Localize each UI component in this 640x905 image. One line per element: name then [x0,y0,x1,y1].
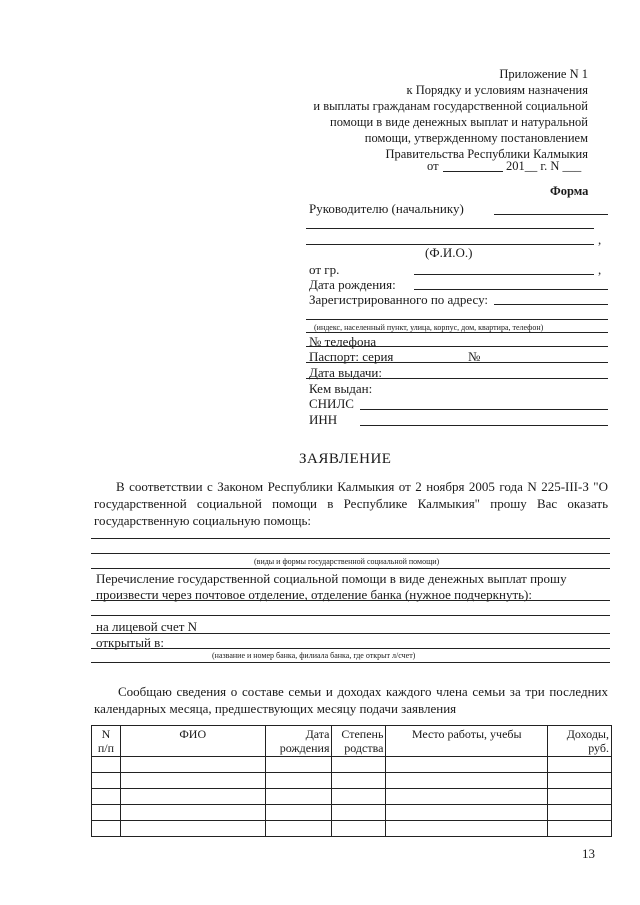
appendix-line: к Порядку и условиям назначения [406,83,588,97]
appendix-title: Приложение N 1 [499,67,588,81]
header-number: N п/п [92,726,121,757]
header-birth-date: Дата рождения [265,726,332,757]
transfer-text: Перечисление государственной социальной помощи в виде денежных выплат прошу [96,571,567,586]
table-row [92,773,612,789]
appendix-number: 201__ г. N ___ [506,159,582,173]
snils-label: СНИЛС [309,396,354,411]
fio-caption: (Ф.И.О.) [425,245,473,260]
comma: , [598,262,602,277]
help-types-line [91,553,610,554]
address-line [494,304,608,305]
header-workplace: Место работы, учебы [386,726,548,757]
addressee-head: Руководителю (начальнику) [309,201,464,216]
issued-by-label: Кем выдан: [309,381,373,396]
appendix-line: помощи, утвержденному постановлением [364,131,588,145]
transfer-line [91,600,610,601]
account-line [91,633,610,634]
account-label: на лицевой счет N [96,619,198,634]
header-relation: Степень родства [332,726,386,757]
appendix-line: помощи в виде денежных выплат и натуральной [330,115,588,129]
transfer-text: произвести через почтовое отделение, отделение банка (нужное подчеркнуть): [96,587,533,602]
statement-title: ЗАЯВЛЕНИЕ [299,451,392,467]
header-income: Доходы, руб. [548,726,612,757]
header-fio: ФИО [120,726,265,757]
phone-line [306,346,608,347]
address-line [306,319,608,320]
table-row [92,789,612,805]
appendix-date-line [443,171,503,172]
appendix-line: Правительства Республики Калмыкия [385,147,588,161]
table-header-row [92,726,612,757]
phone-label: № телефона [309,334,377,349]
from-citizen-line [414,274,594,275]
bank-line [91,648,610,649]
inn-line [360,425,608,426]
table-row [92,805,612,821]
birth-date-label: Дата рождения: [309,277,396,292]
table-row [92,757,612,773]
transfer-line [91,615,610,616]
appendix-line: и выплаты гражданам государственной социальной [313,99,588,113]
bank-line [91,662,610,663]
table-row [92,821,612,837]
inn-label: ИНН [309,412,338,427]
family-paragraph: Сообщаю сведения о составе семьи и доходах каждого члена семьи за три последних календарных месяца, предшествующих месяцу подачи заявления [94,684,608,716]
passport-number-label: № [468,349,481,364]
appendix-date-label: от [427,159,439,173]
form-label: Форма [550,184,589,198]
addressee-line [306,228,594,229]
help-types-line [91,568,610,569]
page-number: 13 [582,846,595,861]
comma: , [598,232,602,247]
bank-caption: (название и номер банка, филиала банка, где открыт л/счет) [212,651,416,660]
addressee-line [494,214,608,215]
help-types-caption: (виды и формы государственной социальной помощи) [254,557,440,566]
from-citizen-label: от гр. [309,262,340,277]
opened-in-label: открытый в: [96,635,164,650]
family-table [91,725,612,837]
issue-date-label: Дата выдачи: [309,365,383,380]
statement-paragraph: В соответствии с Законом Республики Калмыкия от 2 ноября 2005 года N 225-III-З "О государственной социальной помощи в Республике Калмыкия" прошу Вас оказать государственную социальную помощь: [94,479,608,528]
passport-label: Паспорт: серия [309,349,394,364]
passport-line [306,362,608,363]
address-caption: (индекс, населенный пункт, улица, корпус, дом, квартира, телефон) [314,323,544,332]
help-types-line [91,538,610,539]
snils-line [360,409,608,410]
issue-date-line [306,378,608,379]
address-label: Зарегистрированного по адресу: [309,292,489,307]
address-line [306,332,608,333]
birth-date-line [414,289,608,290]
